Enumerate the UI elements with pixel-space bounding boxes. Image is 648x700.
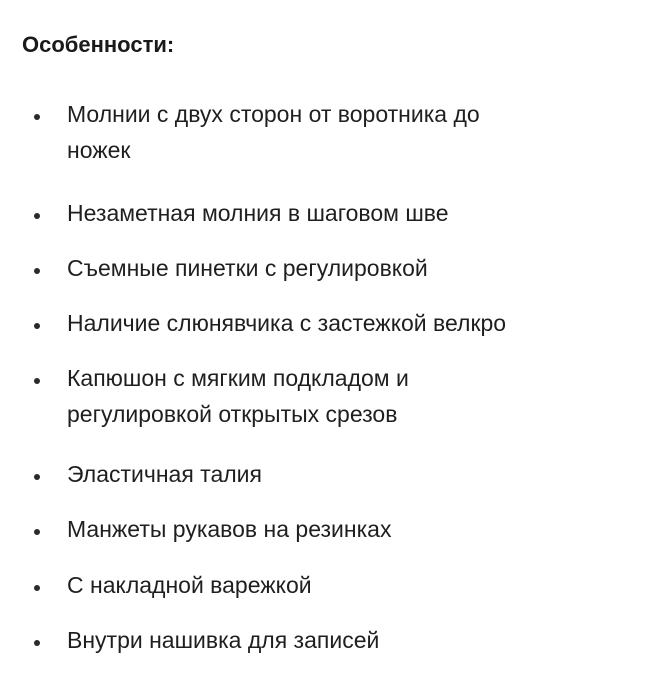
list-item-line: С накладной варежкой (67, 572, 312, 598)
list-item-line: Внутри нашивка для записей (67, 627, 380, 653)
list-item-line: Молнии с двух сторон от воротника до (67, 101, 480, 127)
bullet-icon (34, 585, 40, 591)
bullet-icon (34, 474, 40, 480)
list-item-text (67, 511, 642, 547)
list-item-line: Съемные пинетки с регулировкой (67, 255, 428, 281)
list-item-text (67, 360, 642, 432)
list-item-line: Эластичная талия (67, 461, 262, 487)
bullet-icon (34, 268, 40, 274)
list-item-line: Незаметная молния в шаговом шве (67, 200, 449, 226)
list-item-text (67, 195, 642, 231)
list-item-text (67, 456, 642, 492)
features-heading: Особенности: (22, 32, 175, 57)
bullet-icon (34, 323, 40, 329)
list-item-text (67, 305, 642, 341)
list-item-line: Наличие слюнявчика с застежкой велкро (67, 310, 507, 336)
bullet-icon (34, 640, 40, 646)
bullet-icon (34, 529, 40, 535)
list-item-text (67, 622, 642, 658)
list-item-line: Манжеты рукавов на резинках (67, 516, 392, 542)
bullet-icon (34, 213, 40, 219)
list-item-line: ножек (67, 137, 131, 163)
list-item-line: регулировкой открытых срезов (67, 401, 398, 427)
list-item-text (67, 96, 642, 168)
list-item-text (67, 250, 642, 286)
list-item-line: Капюшон с мягким подкладом и (67, 365, 409, 391)
list-item-text (67, 567, 642, 603)
bullet-icon (34, 378, 40, 384)
bullet-icon (34, 114, 40, 120)
